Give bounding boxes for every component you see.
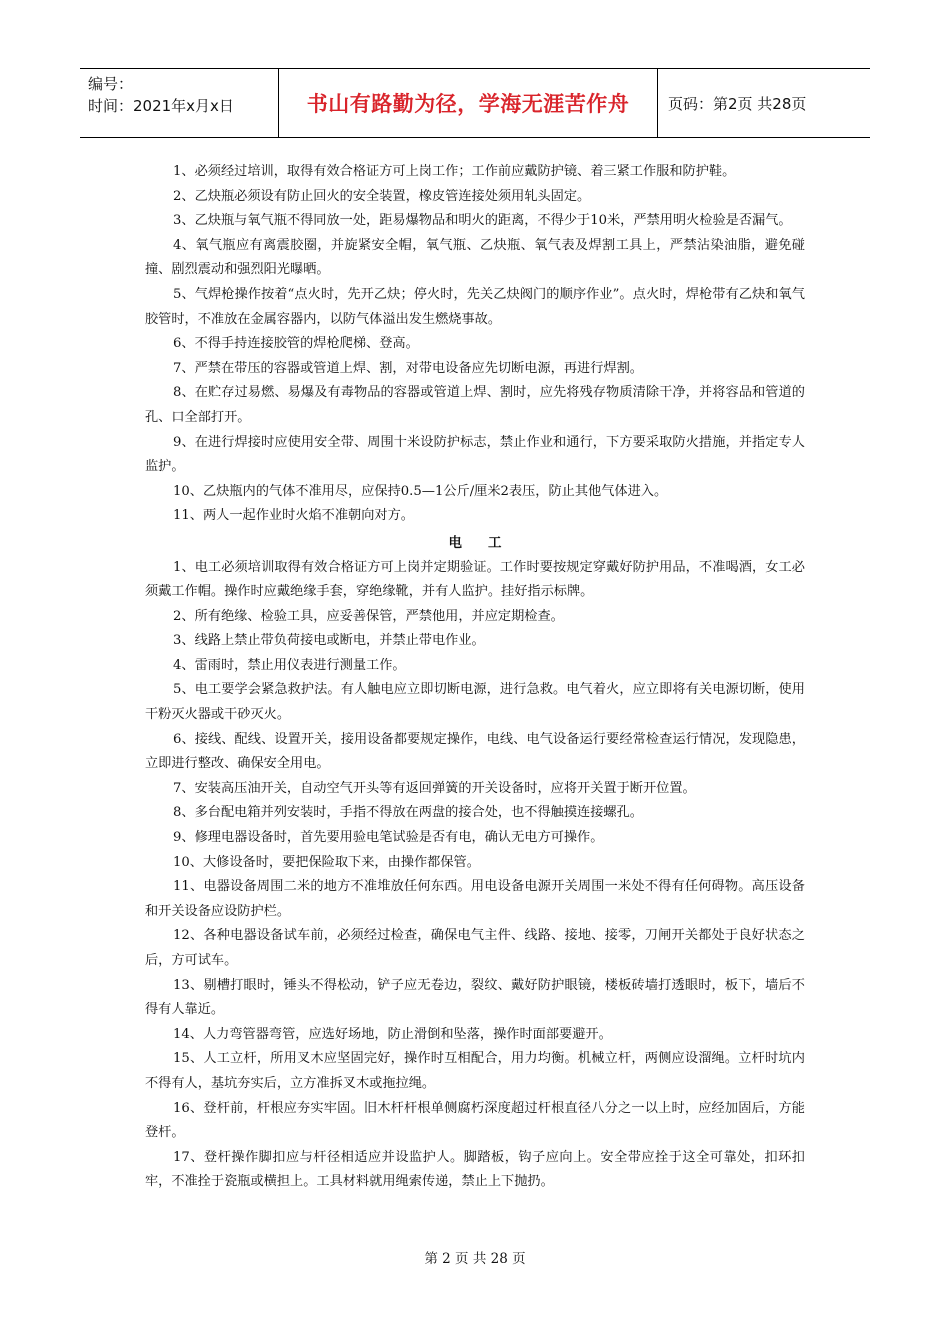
- section-title-electrician: 电工: [448, 534, 528, 551]
- welding-rule: 8、在贮存过易燃、易爆及有毒物品的容器或管道上焊、割时，应先将残存物质清除干净，并将容品和管道的孔、口全部打开。: [145, 385, 805, 425]
- electrician-rule: 11、电器设备周围二米的地方不准堆放任何东西。用电设备电源开关周围一米处不得有任何碍物。高压设备和开关设备应设防护栏。: [145, 879, 805, 919]
- welding-rule: 10、乙炔瓶内的气体不准用尽，应保持0.5—1公斤/厘米2表压，防止其他气体进入。: [173, 483, 668, 499]
- welding-rules-list: [145, 160, 805, 529]
- welding-rule: 3、乙炔瓶与氧气瓶不得同放一处，距易爆物品和明火的距离，不得少于10米，严禁用明火检验是否漏气。: [173, 213, 792, 229]
- header-page-cell: [658, 69, 870, 137]
- electrician-rule: 1、电工必须培训取得有效合格证方可上岗并定期验证。工作时要按规定穿戴好防护用品，不准喝酒，女工必须戴工作帽。操作时应戴绝缘手套，穿绝缘靴，并有人监护。挂好指示标牌。: [145, 559, 805, 600]
- welding-rule: 1、必须经过培训，取得有效合格证方可上岗工作；工作前应戴防护镜、着三紧工作服和防护鞋。: [173, 164, 736, 179]
- electrician-rule: 2、所有绝缘、检验工具，应妥善保管，严禁他用，并应定期检查。: [173, 608, 564, 624]
- document-time-label: 时间：2021年x月x日: [88, 97, 234, 115]
- header-motto: 书山有路勤为径，学海无涯苦作舟: [306, 92, 630, 116]
- header-left-cell: [80, 69, 278, 137]
- electrician-rule: 3、线路上禁止带负荷接电或断电，并禁止带电作业。: [173, 633, 485, 649]
- electrician-rule: 13、剔槽打眼时，锤头不得松动，铲子应无卷边，裂纹、戴好防护眼镜，楼板砖墙打透眼时，板下，墙后不得有人靠近。: [145, 977, 805, 1018]
- electrician-rule: 8、多台配电箱并列安装时，手指不得放在两盘的接合处，也不得触摸连接螺孔。: [173, 805, 643, 821]
- header-table: [80, 68, 870, 138]
- document-number-label: 编号：: [88, 75, 134, 93]
- electrician-rule: 6、接线、配线、设置开关，接用设备都要规定操作，电线、电气设备运行要经常检查运行情况，发现隐患，立即进行整改、确保安全用电。: [145, 731, 805, 772]
- welding-rule: 5、气焊枪操作按着“点火时，先开乙炔；停火时，先关乙炔阀门的顺序作业”。点火时，焊枪带有乙炔和氧气胶管时，不准放在金属容器内，以防气体溢出发生燃烧事故。: [145, 286, 805, 327]
- electrician-rule: 12、各种电器设备试车前，必须经过检查，确保电气主件、线路、接地、接零，刀闸开关都处于良好状态之后，方可试车。: [145, 928, 805, 968]
- welding-rule: 4、氧气瓶应有离震胶圈，并旋紧安全帽，氧气瓶、乙炔瓶、氧气表及焊割工具上，严禁沾染油脂，避免碰撞、剧烈震动和强烈阳光曝晒。: [145, 237, 805, 278]
- electrician-rule: 15、人工立杆，所用叉木应坚固完好，操作时互相配合，用力均衡。机械立杆，两侧应设溜绳。立杆时坑内不得有人，基坑夯实后，立方准拆叉木或拖拉绳。: [145, 1051, 805, 1091]
- electrician-rule: 10、大修设备时，要把保险取下来，由操作都保管。: [173, 854, 480, 870]
- electrician-rule: 14、人力弯管器弯管，应选好场地，防止滑倒和坠落，操作时面部要避开。: [173, 1026, 612, 1042]
- electrician-rules-list: [145, 556, 805, 1195]
- header-motto-cell: [278, 69, 658, 137]
- electrician-rule: 17、登杆操作脚扣应与杆径相适应并设监护人。脚踏板，钩子应向上。安全带应拴于这全可靠处，扣环扣牢，不准拴于瓷瓶或横担上。工具材料就用绳索传递，禁止上下抛扔。: [145, 1149, 805, 1190]
- welding-rule: 11、两人一起作业时火焰不准朝向对方。: [173, 508, 414, 524]
- welding-rule: 7、严禁在带压的容器或管道上焊、割，对带电设备应先切断电源，再进行焊割。: [173, 360, 643, 376]
- welding-rule: 2、乙炔瓶必须设有防止回火的安全装置，橡皮管连接处须用轧头固定。: [173, 188, 591, 204]
- electrician-rule: 7、安装高压油开关，自动空气开头等有返回弹簧的开关设备时，应将开关置于断开位置。: [173, 780, 696, 796]
- electrician-rule: 4、雷雨时，禁止用仪表进行测量工作。: [173, 657, 406, 673]
- welding-rule: 9、在进行焊接时应使用安全带、周围十米设防护标志，禁止作业和通行，下方要采取防火措施，并指定专人监护。: [145, 434, 805, 475]
- header-page-info: 页码：第2页 共28页: [668, 94, 807, 113]
- electrician-rule: 9、修理电器设备时，首先要用验电笔试验是否有电，确认无电方可操作。: [173, 830, 604, 846]
- electrician-rule: 16、登杆前，杆根应夯实牢固。旧木杆杆根单侧腐朽深度超过杆根直径八分之一以上时，应经加固后，方能登杆。: [145, 1100, 805, 1141]
- welding-rule: 6、不得手持连接胶管的焊枪爬梯、登高。: [173, 336, 419, 352]
- electrician-rule: 5、电工要学会紧急救护法。有人触电应立即切断电源，进行急救。电气着火，应立即将有关电源切断，使用干粉灭火器或干砂灭火。: [145, 682, 805, 723]
- document-body: [145, 160, 805, 1195]
- page-footer: 第 2 页 共 28 页: [424, 1251, 526, 1267]
